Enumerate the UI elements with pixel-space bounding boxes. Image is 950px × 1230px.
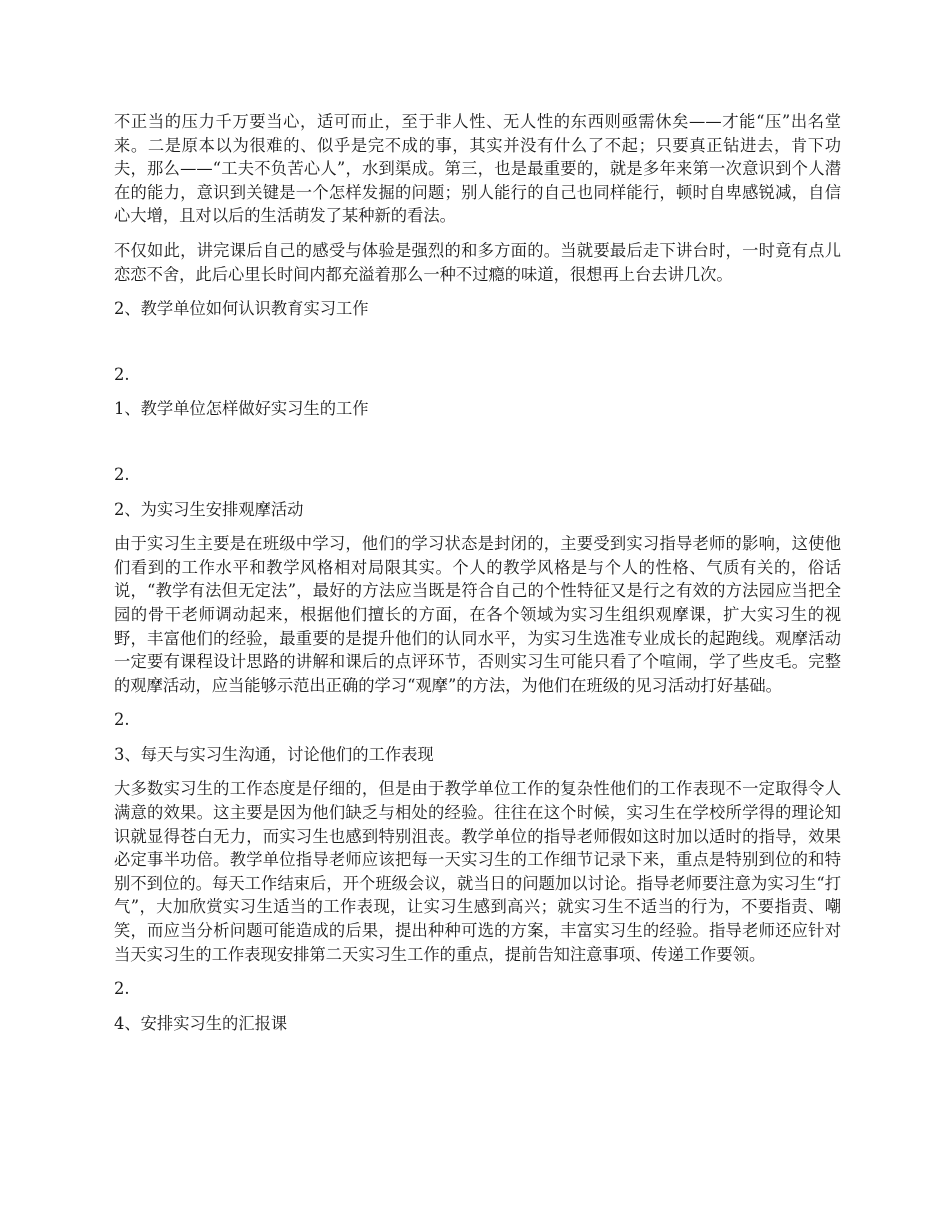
- section-number: 2.: [114, 979, 130, 999]
- paragraph-pressure-reflection: 不正当的压力千万要当心，适可而止，至于非人性、无人性的东西则亟需休矣——才能“压”出名堂来。二是原本以为很难的、似乎是完不成的事，其实并没有什么了不起；只要真正钻进去，肯下功夫，那么——“工夫不负苦心人”，水到渠成。第三，也是最重要的，就是多年来第一次意识到个人潜在的能力，意识到关键是一个怎样发掘的问题；别人能行的自己也同样能行，顿时自卑感锐减，自信心大增，且对以后的生活萌发了某种新的看法。: [114, 112, 841, 226]
- paragraph-after-class-feelings: 不仅如此，讲完课后自己的感受与体验是强烈的和多方面的。当就要最后走下讲台时，一时竟有点儿恋恋不舍，此后心里长时间内都充溢着那么一种不过瘾的味道，很想再上台去讲几次。: [114, 240, 841, 284]
- section-heading-understanding-internship: 2、教学单位如何认识教育实习工作: [114, 299, 369, 319]
- document-page: [114, 110, 841, 1035]
- paragraph-observation-activities: 由于实习生主要是在班级中学习，他们的学习状态是封闭的，主要受到实习指导老师的影响，这使他们看到的工作水平和教学风格相对局限其实。个人的教学风格是与个人的性格、气质有关的，俗话说，“教学有法但无定法”，最好的方法应当既是符合自己的个性特征又是行之有效的方法园应当把全园的骨干老师调动起来，根据他们擅长的方面，在各个领域为实习生组织观摩课，扩大实习生的视野，丰富他们的经验，最重要的是提升他们的认同水平，为实习生选准专业成长的起跑线。观摩活动一定要有课程设计思路的讲解和课后的点评环节，否则实习生可能只看了个喧闹，学了些皮毛。完整的观摩活动，应当能够示范出正确的学习“观摩”的方法，为他们在班级的见习活动打好基础。: [114, 534, 841, 695]
- section-heading-daily-communication: 3、每天与实习生沟通，讨论他们的工作表现: [114, 744, 434, 764]
- section-heading-report-class: 4、安排实习生的汇报课: [114, 1013, 288, 1033]
- section-number: 2.: [114, 710, 130, 730]
- section-heading-observation-activities: 2、为实习生安排观摩活动: [114, 499, 304, 519]
- section-number: 2.: [114, 364, 130, 384]
- section-number: 2.: [114, 464, 130, 484]
- section-heading-doing-intern-work: 1、教学单位怎样做好实习生的工作: [114, 399, 369, 419]
- paragraph-daily-communication: 大多数实习生的工作态度是仔细的，但是由于教学单位工作的复杂性他们的工作表现不一定取得令人满意的效果。这主要是因为他们缺乏与相处的经验。往往在这个时候，实习生在学校所学得的理论知识就显得苍白无力，而实习生也感到特别沮丧。教学单位的指导老师假如这时加以适时的指导，效果必定事半功倍。教学单位指导老师应该把每一天实习生的工作细节记录下来，重点是特别到位的和特别不到位的。每天工作结束后，开个班级会议，就当日的问题加以讨论。指导老师要注意为实习生“打气”，大加欣赏实习生适当的工作表现，让实习生感到高兴；就实习生不适当的行为，不要指责、嘲笑，而应当分析问题可能造成的后果，提出种种可选的方案，丰富实习生的经验。指导老师还应针对当天实习生的工作表现安排第二天实习生工作的重点，提前告知注意事项、传递工作要领。: [114, 779, 841, 964]
